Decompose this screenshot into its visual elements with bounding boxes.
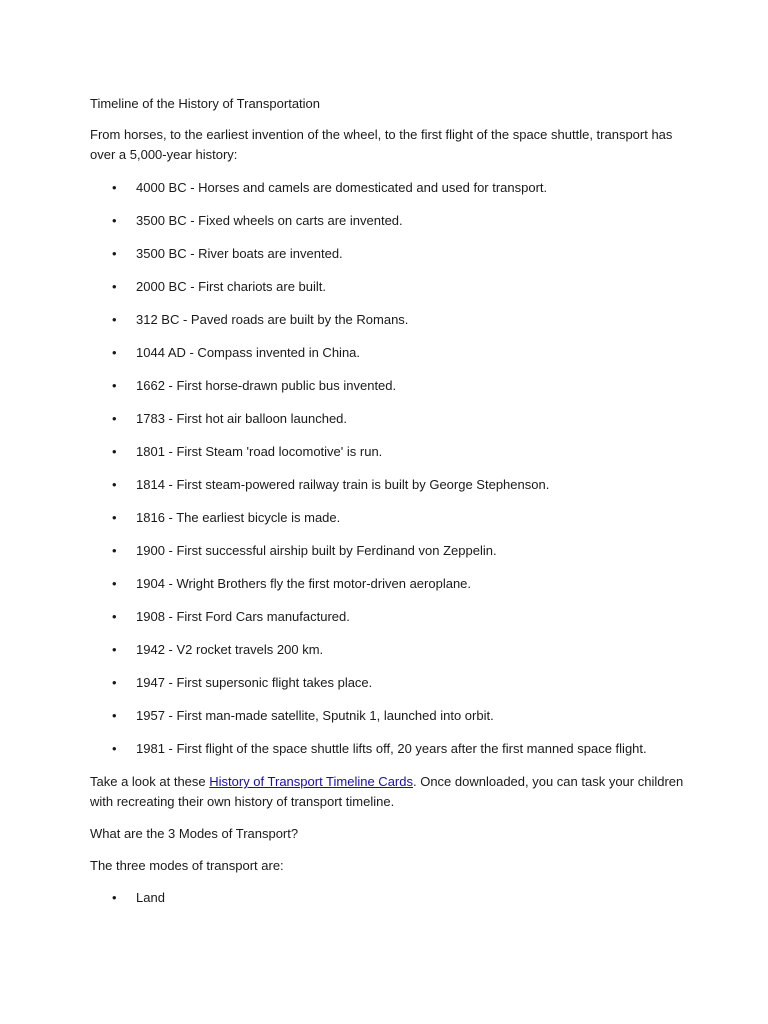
list-item: [90, 508, 690, 528]
timeline-cards-link[interactable]: History of Transport Timeline Cards: [209, 774, 413, 789]
bullet-icon: •: [112, 345, 117, 360]
list-item-text: 1783 - First hot air balloon launched.: [136, 411, 348, 426]
list-item-text: Land: [136, 890, 165, 905]
list-item: [90, 541, 690, 561]
bullet-icon: •: [112, 675, 117, 690]
bullet-icon: •: [112, 543, 117, 558]
list-item-text: 3500 BC - River boats are invented.: [136, 246, 343, 261]
list-item-text: 1662 - First horse-drawn public bus invented.: [136, 378, 397, 393]
bullet-icon: •: [112, 576, 117, 591]
bullet-icon: •: [112, 213, 117, 228]
list-item-text: 1801 - First Steam 'road locomotive' is run.: [136, 444, 383, 459]
bullet-icon: •: [112, 312, 117, 327]
bullet-icon: •: [112, 444, 117, 459]
list-item: [90, 640, 690, 660]
list-item: [90, 409, 690, 429]
list-item-text: 1947 - First supersonic flight takes place.: [136, 675, 373, 690]
list-item: [90, 277, 690, 297]
list-item: [90, 673, 690, 693]
bullet-icon: •: [112, 890, 117, 905]
list-item: [90, 888, 690, 908]
list-item-text: 1900 - First successful airship built by Ferdinand von Zeppelin.: [136, 543, 497, 558]
intro-paragraph: From horses, to the earliest invention of the wheel, to the first flight of the space shuttle, transport has over a 5,000-year history:: [90, 127, 673, 162]
list-item-text: 1814 - First steam-powered railway train is built by George Stephenson.: [136, 477, 550, 492]
timeline-cards-paragraph: [90, 772, 690, 812]
list-item: [90, 706, 690, 726]
list-item-text: 1981 - First flight of the space shuttle lifts off, 20 years after the first manned space flight.: [136, 741, 647, 756]
bullet-icon: •: [112, 411, 117, 426]
bullet-icon: •: [112, 708, 117, 723]
list-item: [90, 211, 690, 231]
document-title: Timeline of the History of Transportation: [90, 96, 321, 111]
modes-intro: The three modes of transport are:: [90, 858, 284, 873]
modes-list: [90, 888, 690, 908]
list-item-text: 1904 - Wright Brothers fly the first motor-driven aeroplane.: [136, 576, 472, 591]
list-item: [90, 178, 690, 198]
list-item: [90, 607, 690, 627]
list-item: [90, 343, 690, 363]
bullet-icon: •: [112, 378, 117, 393]
bullet-icon: •: [112, 642, 117, 657]
bullet-icon: •: [112, 279, 117, 294]
bullet-icon: •: [112, 246, 117, 261]
list-item: [90, 376, 690, 396]
list-item-text: 3500 BC - Fixed wheels on carts are invented.: [136, 213, 403, 228]
document-page: [90, 94, 690, 921]
list-item-text: 1957 - First man-made satellite, Sputnik 1, launched into orbit.: [136, 708, 494, 723]
list-item-text: 1044 AD - Compass invented in China.: [136, 345, 361, 360]
list-item-text: 1942 - V2 rocket travels 200 km.: [136, 642, 324, 657]
list-item: [90, 442, 690, 462]
bullet-icon: •: [112, 741, 117, 756]
list-item: [90, 244, 690, 264]
timeline-list: [90, 178, 690, 759]
modes-heading: What are the 3 Modes of Transport?: [90, 826, 299, 841]
list-item-text: 1908 - First Ford Cars manufactured.: [136, 609, 350, 624]
bullet-icon: •: [112, 180, 117, 195]
list-item-text: 312 BC - Paved roads are built by the Romans.: [136, 312, 409, 327]
list-item: [90, 475, 690, 495]
bullet-icon: •: [112, 510, 117, 525]
bullet-icon: •: [112, 609, 117, 624]
list-item: [90, 739, 690, 759]
list-item-text: 1816 - The earliest bicycle is made.: [136, 510, 341, 525]
bullet-icon: •: [112, 477, 117, 492]
cards-text-after: . Once downloaded, you can task your children with recreating their own history of transport timeline.: [90, 774, 684, 809]
cards-text-before: Take a look at these: [90, 774, 210, 789]
list-item: [90, 574, 690, 594]
list-item-text: 2000 BC - First chariots are built.: [136, 279, 327, 294]
list-item-text: 4000 BC - Horses and camels are domesticated and used for transport.: [136, 180, 548, 195]
list-item: [90, 310, 690, 330]
